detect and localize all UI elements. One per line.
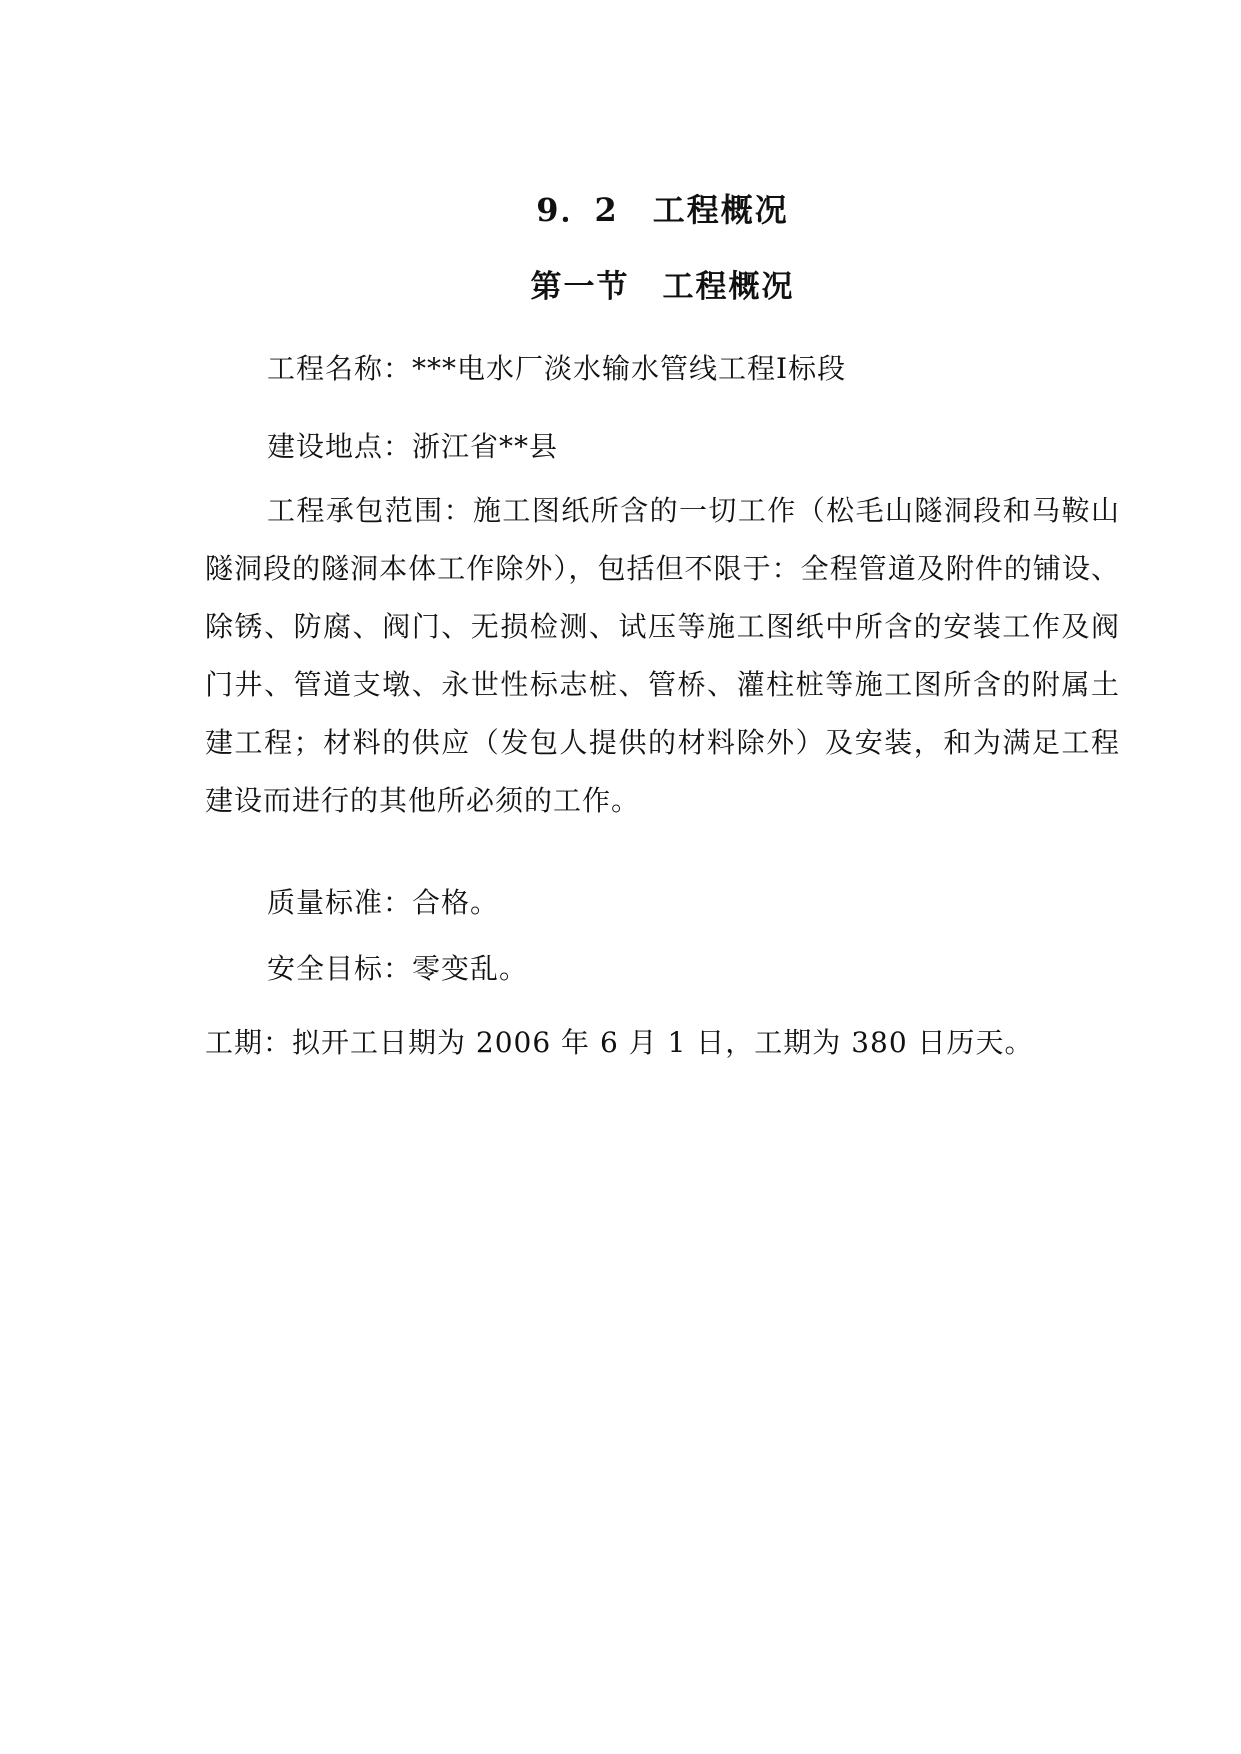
project-name-paragraph: 工程名称：***电水厂淡水输水管线工程Ⅰ标段	[267, 352, 847, 385]
location-paragraph: 建设地点：浙江省**县	[267, 430, 559, 463]
quality-paragraph: 质量标准：合格。	[267, 886, 500, 919]
schedule-paragraph: 工期：拟开工日期为 2006 年 6 月 1 日，工期为 380 日历天。	[205, 1026, 1034, 1059]
section-title: 第一节 工程概况	[530, 269, 795, 305]
safety-paragraph: 安全目标：零变乱。	[267, 952, 529, 985]
scope-paragraph: 工程承包范围：施工图纸所含的一切工作（松毛山隧洞段和马鞍山隧洞段的隧洞本体工作除外），包括但不限于：全程管道及附件的铺设、除锈、防腐、阀门、无损检测、试压等施工图纸中所含的安装工作及阀门井、管道支墩、永世性标志桩、管桥、灌柱桩等施工图所含的附属土建工程；材料的供应（发包人提供的材料除外）及安装，和为满足工程建设而进行的其他所必须的工作。	[205, 494, 1120, 817]
chapter-heading: 9．2 工程概况	[536, 191, 789, 229]
